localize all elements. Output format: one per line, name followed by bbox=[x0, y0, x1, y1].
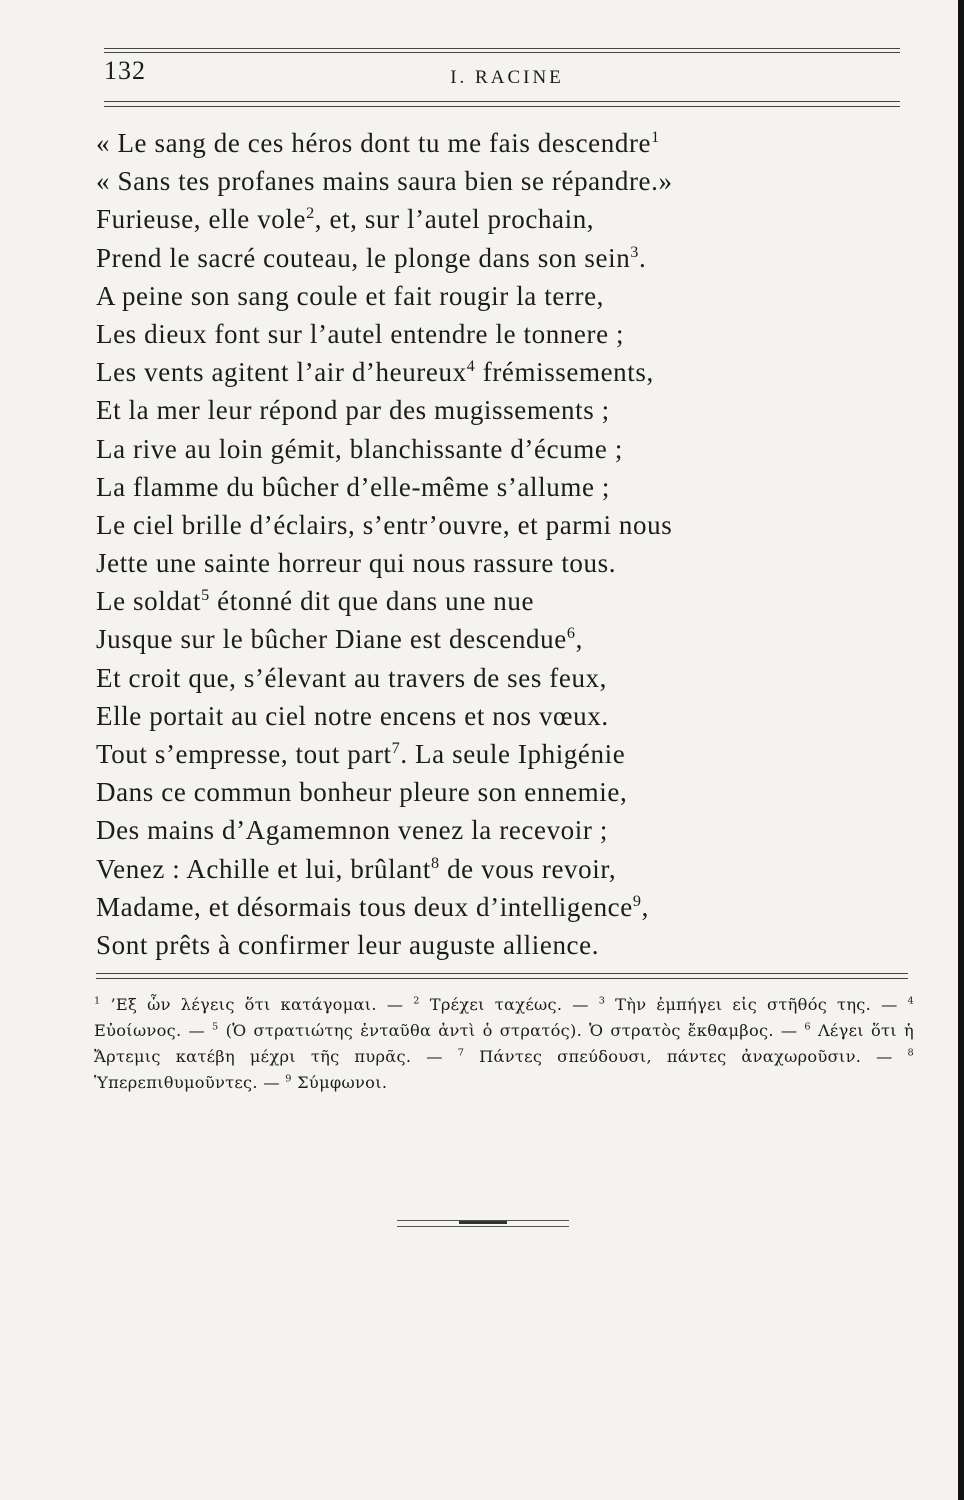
footnote-separator bbox=[96, 973, 908, 974]
verse-block bbox=[96, 124, 856, 964]
verse-text: « Le sang de ces héros dont tu me fais descendre bbox=[96, 128, 652, 158]
footnote-number: 4 bbox=[907, 995, 915, 1007]
verse-text: Les dieux font sur l’autel entendre le tonnere ; bbox=[96, 318, 625, 349]
footnote-text: Πάντες σπεύδουσι, πάντες ἀναχωροῦσιν. — bbox=[464, 1047, 908, 1066]
verse-text: La rive au loin gémit, blanchissante d’écume ; bbox=[96, 433, 623, 464]
footnote-marker: 2 bbox=[306, 204, 315, 223]
verse-text: Et la mer leur répond par des mugissements ; bbox=[96, 395, 610, 426]
page-number: 132 bbox=[104, 56, 146, 85]
footnote-marker: 7 bbox=[391, 739, 401, 757]
verse-text: Des mains d’Agamemnon venez la recevoir ; bbox=[96, 815, 608, 846]
footnote-number: 5 bbox=[212, 1021, 219, 1033]
verse-line bbox=[96, 850, 856, 888]
footnote-text: Σύμφωνοι. bbox=[291, 1073, 388, 1092]
footnote-marker: 9 bbox=[632, 891, 642, 910]
verse-text-continued: , bbox=[575, 624, 583, 655]
footnote-number: 2 bbox=[413, 995, 420, 1007]
verse-text: Madame, et désormais tous deux d’intelligence bbox=[96, 891, 633, 922]
verse-line bbox=[96, 200, 856, 238]
verse-line bbox=[96, 162, 856, 200]
verse-line bbox=[96, 468, 856, 506]
footnote-marker: 3 bbox=[630, 242, 639, 261]
verse-text-continued: de vous revoir, bbox=[439, 853, 617, 884]
verse-line bbox=[96, 888, 856, 926]
verse-text-continued: étonné dit que dans une nue bbox=[209, 586, 535, 617]
footnotes bbox=[94, 992, 914, 1096]
verse-text: Elle portait au ciel notre encens et nos vœux. bbox=[96, 700, 609, 731]
verse-line bbox=[96, 735, 856, 773]
footnote bbox=[413, 995, 598, 1014]
verse-text: Furieuse, elle vole bbox=[96, 204, 307, 235]
verse-text: Prend le sacré couteau, le plonge dans son sein bbox=[96, 242, 631, 273]
verse-text: Sont prêts à confirmer leur auguste allience. bbox=[96, 929, 600, 960]
verse-line bbox=[96, 391, 856, 429]
footnote-number: 8 bbox=[907, 1047, 914, 1059]
footnote-text: Ὑπερεπιθυμοῦντες. — bbox=[94, 1073, 286, 1092]
page-edge-shadow bbox=[958, 0, 964, 1500]
verse-text: Les vents agitent l’air d’heureux bbox=[96, 357, 467, 388]
verse-line bbox=[96, 124, 856, 162]
footnote bbox=[94, 995, 413, 1014]
verse-text-continued: frémissements, bbox=[475, 357, 654, 388]
verse-text: Et croit que, s’élevant au travers de ses feux, bbox=[96, 662, 608, 693]
footnote-text: (Ὁ στρατιώτης ἐνταῦθα ἀντὶ ὁ στρατός). Ὁ στρατὸς ἔκθαμβος. — bbox=[218, 1021, 805, 1040]
verse-line bbox=[96, 811, 856, 849]
footnote-marker: 6 bbox=[566, 624, 576, 643]
verse-text: Tout s’empresse, tout part bbox=[96, 739, 392, 769]
verse-text-continued: , bbox=[641, 891, 649, 922]
verse-text: A peine son sang coule et fait rougir la terre, bbox=[96, 280, 605, 311]
footnote-text: Τρέχει ταχέως. — bbox=[419, 995, 599, 1014]
verse-line bbox=[96, 620, 856, 658]
verse-text: Venez : Achille et lui, brûlant bbox=[96, 853, 432, 884]
verse-line bbox=[96, 773, 856, 811]
verse-text: La flamme du bûcher d’elle-même s’allume ; bbox=[96, 471, 610, 502]
footnote-text: Τὴν ἐμπήγει εἰς στῆθός της. — bbox=[605, 995, 908, 1014]
verse-line bbox=[96, 353, 856, 391]
footnote-marker: 4 bbox=[466, 357, 476, 376]
verse-text: Le ciel brille d’éclairs, s’entr’ouvre, et parmi nous bbox=[96, 509, 673, 540]
verse-line bbox=[96, 506, 856, 544]
verse-text: Jusque sur le bûcher Diane est descendue bbox=[96, 624, 567, 655]
footnote-text: ’Εξ ὧν λέγεις ὅτι κατάγομαι. — bbox=[100, 995, 414, 1014]
footnote-marker: 8 bbox=[431, 853, 440, 872]
header-top-rule-2 bbox=[104, 52, 900, 53]
verse-text-continued: . La seule Iphigénie bbox=[400, 739, 626, 769]
footnote-number: 1 bbox=[94, 995, 101, 1007]
running-head: I. RACINE bbox=[450, 67, 564, 88]
verse-text: « Sans tes profanes mains saura bien se répandre.» bbox=[96, 166, 673, 197]
footnote-marker: 5 bbox=[201, 586, 210, 605]
footnote-marker: 1 bbox=[651, 128, 660, 146]
verse-line bbox=[96, 582, 856, 620]
verse-line bbox=[96, 277, 856, 315]
footnote-number: 6 bbox=[804, 1021, 811, 1033]
footnote-text: Εὐοίωνος. — bbox=[94, 1021, 213, 1040]
verse-line bbox=[96, 926, 856, 964]
footnote bbox=[285, 1073, 387, 1092]
footnote bbox=[599, 995, 908, 1014]
header-bottom-rule bbox=[104, 101, 900, 102]
header-top-rule bbox=[104, 48, 900, 49]
verse-text-continued: , et, sur l’autel prochain, bbox=[314, 204, 595, 235]
verse-line bbox=[96, 544, 856, 582]
verse-text: Le soldat bbox=[96, 586, 202, 617]
footnote-text: Λέγει ὅτι ἡ Ἄρτεμις κατέβη μέχρι τῆς πυρᾶς. — bbox=[94, 1021, 914, 1066]
footnote bbox=[212, 1021, 804, 1040]
verse-line bbox=[96, 697, 856, 735]
verse-line bbox=[96, 659, 856, 697]
footnote-number: 7 bbox=[457, 1047, 465, 1059]
footnote bbox=[458, 1047, 908, 1066]
verse-text-continued: . bbox=[639, 242, 647, 273]
footnote-number: 9 bbox=[285, 1073, 292, 1085]
footnote-separator-2 bbox=[96, 978, 908, 979]
verse-line bbox=[96, 239, 856, 277]
header-bottom-rule-2 bbox=[104, 106, 900, 107]
verse-line bbox=[96, 430, 856, 468]
verse-text: Jette une sainte horreur qui nous rassure tous. bbox=[96, 548, 617, 579]
footnote-number: 3 bbox=[598, 995, 606, 1007]
verse-line bbox=[96, 315, 856, 353]
verse-text: Dans ce commun bonheur pleure son ennemie, bbox=[96, 777, 628, 808]
end-ornament bbox=[397, 1220, 569, 1228]
